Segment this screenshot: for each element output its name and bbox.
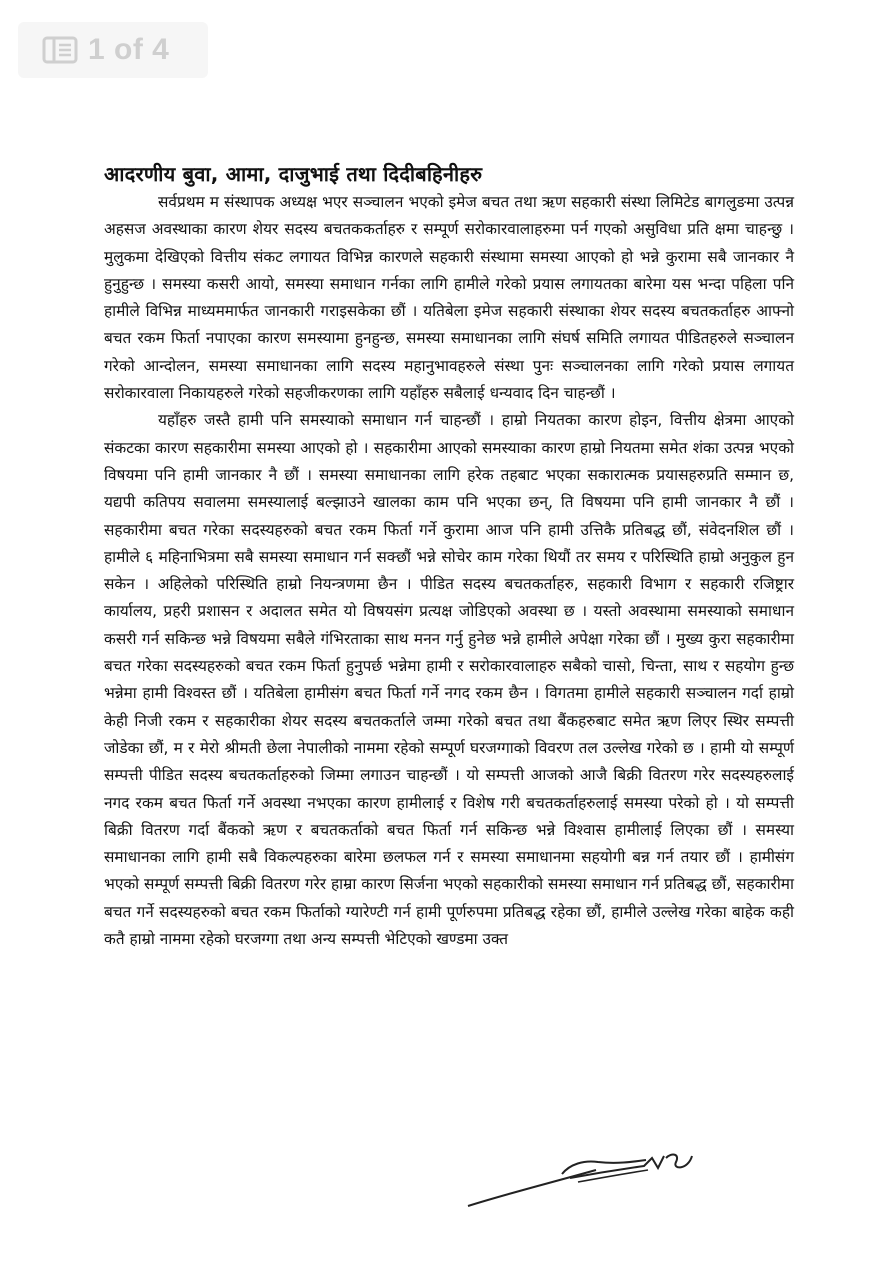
page-counter: 1 of 4 [88,33,170,66]
handwritten-signature [466,1148,696,1212]
page-indicator [18,22,208,78]
salutation-heading: आदरणीय बुवा, आमा, दाजुभाई तथा दिदीबहिनीहरु [104,162,483,186]
pages-icon [42,36,78,64]
paragraph-2: यहाँहरु जस्तै हामी पनि समस्याको समाधान गर्न चाहन्छौं । हाम्रो नियतका कारण होइन, वित्तीय क्षेत्रमा आएको संकटका कारण सहकारीमा समस्या आएको हो । सहकारीमा आएको समस्याका कारण हाम्रो नियतमा समेत शंका उत्पन्न भएको विषयमा पनि हामी जानकार नै छौं । समस्या समाधानका लागि हरेक तहबाट भएका सकारात्मक प्रयासहरुप्रति सम्मान छ, यद्यपी कतिपय सवालमा समस्यालाई बल्झाउने खालका काम पनि भएका छन्, ति विषयमा पनि हामी जानकार नै छौं । सहकारीमा बचत गरेका सदस्यहरुको बचत रकम फिर्ता गर्ने कुरामा आज पनि हामी उत्तिकै प्रतिबद्ध छौं, संवेदनशिल छौं । हामीले ६ महिनाभित्रमा सबै समस्या समाधान गर्न सक्छौं भन्ने सोचेर काम गरेका थियौं तर समय र परिस्थिति हाम्रो अनुकुल हुन सकेन । अहिलेको परिस्थिति हाम्रो नियन्त्रणमा छैन । पीडित सदस्य बचतकर्ताहरु, सहकारी विभाग र सहकारी रजिष्ट्रार कार्यालय, प्रहरी प्रशासन र अदालत समेत यो विषयसंग प्रत्यक्ष जोडिएको अवस्था छ । यस्तो अवस्थामा समस्याको समाधान कसरी गर्न सकिन्छ भन्ने विषयमा सबैले गंभिरताका साथ मनन गर्नु हुनेछ भन्ने हामीले अपेक्षा गरेका छौं । मुख्य कुरा सहकारीमा बचत गरेका सदस्यहरुको बचत रकम फिर्ता हुनुपर्छ भन्नेमा हामी र सरोकारवालाहरु सबैको चासो, चिन्ता, साथ र सहयोग हुन्छ भन्नेमा हामी विश्वस्त छौं । यतिबेला हामीसंग बचत फिर्ता गर्ने नगद रकम छैन । विगतमा हामीले सहकारी सञ्चालन गर्दा हाम्रो केही निजी रकम र सहकारीका शेयर सदस्य बचतकर्ताले जम्मा गरेको बचत तथा बैंकहरुबाट समेत ऋण लिएर स्थिर सम्पत्ती जोडेका छौं, म र मेरो श्रीमती छेला नेपालीको नाममा रहेको सम्पूर्ण घरजग्गाको विवरण तल उल्लेख गरेको छ । हामी यो सम्पूर्ण सम्पत्ती पीडित सदस्य बचतकर्ताहरुको जिम्मा लगाउन चाहन्छौं । यो सम्पत्ती आजको आजै बिक्री वितरण गरेर सदस्यहरुलाई नगद रकम बचत फिर्ता गर्ने अवस्था नभएका कारण हामीलाई र विशेष गरी बचतकर्ताहरुलाई समस्या परेको हो । यो सम्पत्ती बिक्री वितरण गर्दा बैंकको ऋण र बचतकर्ताको बचत फिर्ता गर्न सकिन्छ भन्ने विश्वास हामीलाई लिएका छौं । समस्या समाधानका लागि हामी सबै विकल्पहरुका बारेमा छलफल गर्न र समस्या समाधानमा सहयोगी बन्न गर्न तयार छौं । हामीसंग भएको सम्पूर्ण सम्पत्ती बिक्री वितरण गरेर हाम्रा कारण सिर्जना भएको सहकारीको समस्या समाधान गर्न प्रतिबद्ध छौं, सहकारीमा बचत गर्ने सदस्यहरुको बचत रकम फिर्ताको ग्यारेण्टी गर्न हामी पूर्णरुपमा प्रतिबद्ध रहेका छौं, हामीले उल्लेख गरेका बाहेक कही कतै हाम्रो नाममा रहेको घरजग्गा तथा अन्य सम्पत्ती भेटिएको खण्डमा उक्त [104,411,794,949]
letter-body [104,160,794,953]
paragraph-1: सर्वप्रथम म संस्थापक अध्यक्ष भएर सञ्चालन भएको इमेज बचत तथा ऋण सहकारी संस्था लिमिटेड बागलुङमा उत्पन्न अहसज अवस्थाका कारण शेयर सदस्य बचतककर्ताहरु र सम्पूर्ण सरोकारवालाहरुमा पर्न गएको असुविधा प्रति क्षमा चाहन्छु । मुलुकमा देखिएको वित्तीय संकट लगायत विभिन्न कारणले सहकारी संस्थामा समस्या आएको हो भन्ने कुरामा सबै जानकार नै हुनुहुन्छ । समस्या कसरी आयो, समस्या समाधान गर्नका लागि हामीले गरेको प्रयास लगायतका बारेमा यस भन्दा पहिला पनि हामीले विभिन्न माध्यममार्फत जानकारी गराइसकेका छौं । यतिबेला इमेज सहकारी संस्थाका शेयर सदस्य बचतकर्ताहरु आफ्नो बचत रकम फिर्ता नपाएका कारण समस्यामा हुनहुन्छ, समस्या समाधानका लागि संघर्ष समिति लगायत पीडितहरुले सञ्चालन गरेको आन्दोलन, समस्या समाधानका लागि सदस्य महानुभावहरुले संस्था पुनः सञ्चालनका लागि गरेको प्रयास लगायत सरोकारवाला निकायहरुले गरेको सहजीकरणका लागि यहाँहरु सबैलाई धन्यवाद दिन चाहन्छौं । [104,193,794,403]
